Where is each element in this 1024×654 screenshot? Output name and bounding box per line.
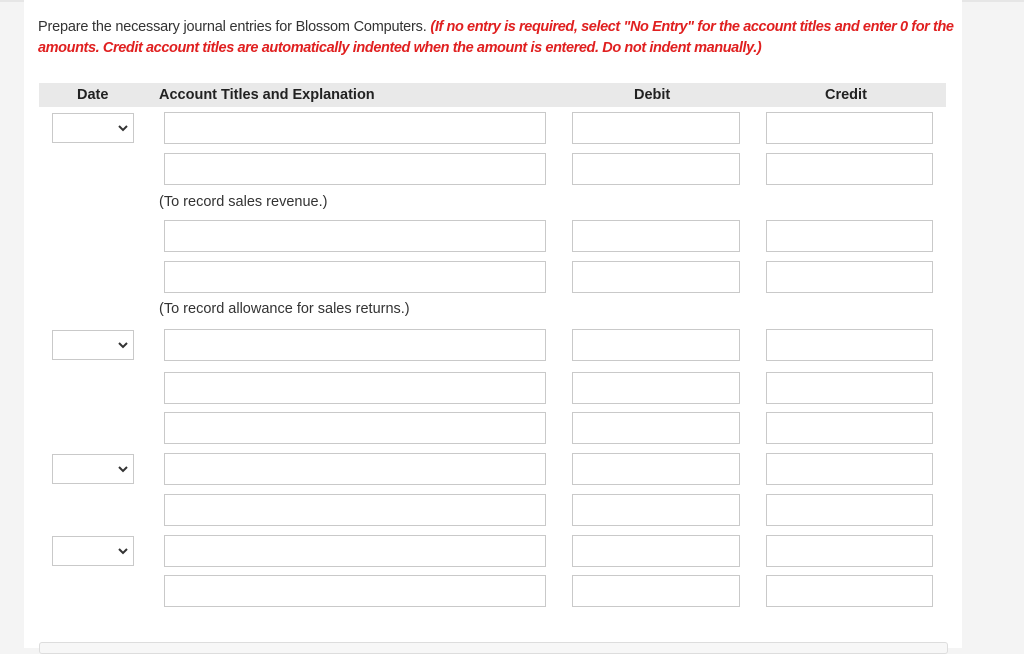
debit-input-3-1[interactable]: [572, 453, 740, 485]
credit-input-1-3[interactable]: [766, 220, 933, 252]
chevron-down-icon: [117, 338, 129, 352]
debit-input-1-3[interactable]: [572, 220, 740, 252]
account-input-3-1[interactable]: [164, 453, 546, 485]
credit-input-2-1[interactable]: [766, 329, 933, 361]
date-select-entry-1[interactable]: [52, 113, 134, 143]
account-input-2-2[interactable]: [164, 372, 546, 404]
account-input-1-2[interactable]: [164, 153, 546, 185]
credit-input-4-1[interactable]: [766, 535, 933, 567]
debit-input-2-3[interactable]: [572, 412, 740, 444]
account-input-3-2[interactable]: [164, 494, 546, 526]
credit-input-1-4[interactable]: [766, 261, 933, 293]
explanation-sales-revenue: (To record sales revenue.): [159, 194, 328, 210]
credit-input-2-2[interactable]: [766, 372, 933, 404]
header-debit: Debit: [634, 87, 671, 103]
debit-input-4-1[interactable]: [572, 535, 740, 567]
account-input-2-3[interactable]: [164, 412, 546, 444]
header-credit: Credit: [825, 87, 867, 103]
debit-input-1-2[interactable]: [572, 153, 740, 185]
chevron-down-icon: [117, 121, 129, 135]
debit-input-1-4[interactable]: [572, 261, 740, 293]
date-select-entry-2[interactable]: [52, 330, 134, 360]
credit-input-1-2[interactable]: [766, 153, 933, 185]
instructions-note: (If no entry is required, select "No Entry" for the account titles and enter 0 for the amounts. Credit account titles are automatically indented when the amount is entered. Do not indent manually.): [38, 19, 954, 56]
next-section-panel: [39, 642, 948, 654]
explanation-allowance: (To record allowance for sales returns.): [159, 301, 410, 317]
account-input-4-2[interactable]: [164, 575, 546, 607]
credit-input-3-1[interactable]: [766, 453, 933, 485]
header-account-titles: Account Titles and Explanation: [159, 87, 375, 103]
header-date: Date: [77, 87, 109, 103]
debit-input-3-2[interactable]: [572, 494, 740, 526]
date-select-entry-4[interactable]: [52, 536, 134, 566]
instructions-lead: Prepare the necessary journal entries for Blossom Computers.: [38, 19, 427, 35]
account-input-2-1[interactable]: [164, 329, 546, 361]
debit-input-1-1[interactable]: [572, 112, 740, 144]
account-input-4-1[interactable]: [164, 535, 546, 567]
credit-input-2-3[interactable]: [766, 412, 933, 444]
chevron-down-icon: [117, 462, 129, 476]
account-input-1-4[interactable]: [164, 261, 546, 293]
credit-input-1-1[interactable]: [766, 112, 933, 144]
date-select-entry-3[interactable]: [52, 454, 134, 484]
debit-input-2-2[interactable]: [572, 372, 740, 404]
debit-input-4-2[interactable]: [572, 575, 740, 607]
account-input-1-3[interactable]: [164, 220, 546, 252]
debit-input-2-1[interactable]: [572, 329, 740, 361]
account-input-1-1[interactable]: [164, 112, 546, 144]
chevron-down-icon: [117, 544, 129, 558]
instructions: [38, 17, 958, 59]
credit-input-4-2[interactable]: [766, 575, 933, 607]
credit-input-3-2[interactable]: [766, 494, 933, 526]
journal-table-header: [39, 83, 946, 107]
